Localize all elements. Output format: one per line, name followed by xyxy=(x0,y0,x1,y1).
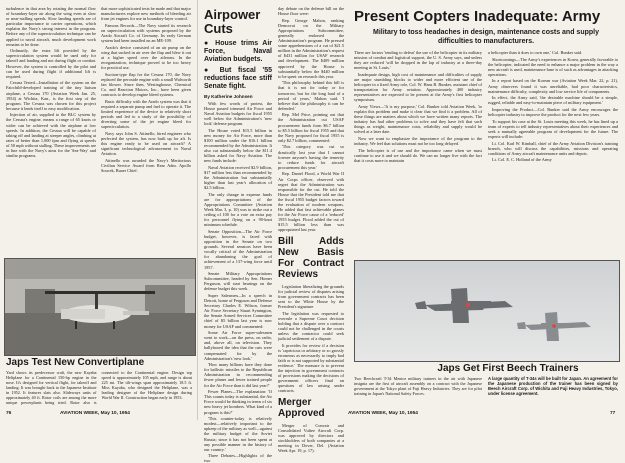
copters-paragraph: a helicopter than it does to own one,' Col. Bunker said. xyxy=(488,50,583,55)
left-paragraph: turbulence in that area by rotating the normal flow of boundary-layer air along the wing even at slow or near-stalling speeds. Slow landing speeds are of particular importance to carrier operations, which explains the Navy's strong interest in the program. Before any of the supercirculation technique can be applied to naval aircraft, much development work remains to be done. xyxy=(6,6,96,47)
airpower-paragraph: With few words of protest, the House passed trimmed Air Force and Naval Aviation budgets for fiscal 1955 well below the Administration's 'new look' defense program. xyxy=(204,100,272,126)
copters-paragraph: In a report based on the Korean war (Aviation Week Mar. 22, p. 21), Army observers found it was unreliable, had poor characteristics, maintenance difficulty, complexity and low service life of components. xyxy=(488,78,618,94)
beech-caption-left: Two Beechcraft T-34 Mentor military trainers in the air with Japanese insignia are the first of aircraft assembly on a contract with the Japanese government at the Tokyo plant of Fuji Heavy Industries. They are for pilot training in Japan's National Safety Forces. xyxy=(354,376,482,396)
left-paragraph: that more sophisticated tests be made and that major manufacturers explore new methods of bleeding air from jet engines for use in boundary-layer control. xyxy=(101,6,191,22)
airpower-paragraph: 'This philosophy behind this bill is that it is not for today or for tomorrow, but for the long haul of a period of years,' Mahon said. 'I believe that the philosophy it can be defended.' xyxy=(278,80,344,111)
left-paragraph: Navy says John S. Attinello, hired engineer who perfected the system, has now built up for aft. Is this engine ready to be used on aircraft? A significant technological advancement in Naval Aviation. xyxy=(101,130,191,157)
copters-headline: Present Copters Inadequate: Army xyxy=(354,8,601,25)
copters-paragraph: Shortcomings—The Army's experiences in Korea, generally favorable to the helicopter, indicated the need to enhance a major problem in the way a new aircraft is used, maintenance base is of such as advantages in attacking operations. xyxy=(488,56,618,77)
copters-deck: Military to toss headaches in design, maintenance costs and supply difficulties to manufacturers. xyxy=(372,29,599,45)
airpower-paragraph: Rep. Mel Price, pointing out that the Administration cut USAF procurement funds from $6.7 billion to $5.5 billion for fiscal 1955 and that the Navy proposed for fiscal 1955 is only $2.7 billion, commented: xyxy=(278,112,344,143)
copters-paragraph: To support his case at the St. Louis meeting this week, he has lined up a team of experts to tell industry representatives about their experiences and seek a mutually agreeable program of development for the future. The experts will include: xyxy=(488,118,618,139)
merger-paragraph: Merger of Convair and Consolidated Vultee Aircraft Corp. was approved by directors and stockholders of both companies at a meeting in Dover, Del. (Aviation Week Apr. 19, p. 17). xyxy=(278,422,344,453)
airpower-paragraph: day debate on the defense bill on the House floor were: xyxy=(278,6,344,17)
left-paragraph: Arado's device consisted of an air pump on the wing that sucked in air over the flap and blew it out at a higher speed over the ailerons. In the reorganization, technique proved to be too heavy for practical use. xyxy=(101,44,191,71)
copters-paragraph: Now we want to emphasize the importance of the program to the industry. We feel that solutions must not be too long delayed. xyxy=(354,136,482,147)
copters-paragraph: Army Views—'It is my purpose,' Col. Bunker told Aviation Week, 'to explain this problem and make it clear that we find it a problem. All of these things are matters about which we have written many reports. The industry has had other problems to solve and they have felt that such things as weight, maintenance costs, reliability and supply would be solved at a later date. xyxy=(354,103,482,135)
copters-paragraph: In effect, the Army said, 'the desirable machine should be a simple, rugged, reliable and easy-to-maintain piece of military equipment.' xyxy=(488,95,618,106)
airpower-paragraph: Rep. George Mahon, ranking Democrat on the Military Appropriations Subcommittee, generally endorsed the Administration's program. He pressed some apprehensions of a cut of $21.5 million in the Administration's request of $431 million for USAF research and development. The $409 million approved by the House is substantially below the $440 million to be spent on research this year. xyxy=(278,17,344,79)
bill-paragraph: It provides for review if a decision is 'capricious or arbitrary or so grossly erroneous as necessarily to imply bad faith or is not supported by substantial evidence.' The measure is to prevent the injection in government contracts of provisions making the decisions of government officers final on questions of law arising under contracts. xyxy=(278,342,344,394)
merger-headline: Merger Approved xyxy=(278,396,325,419)
beech-caption-right: A large quantity of T-34s will be built for Japan. An agreement for the Japanese production of the trainer has been signed by Beech Aircraft Corp. of Wichita and Fuji Heavy Industries, Tokyo, under license agreement. xyxy=(488,376,618,396)
left-paragraph: Famous Records—The Navy started its research on supercirculation with systems proposed by the Arado Aircraft Co. of Germany. Its early German system had been installed on an ME-109. xyxy=(101,22,191,44)
airpower-paragraph: The House voted $15.5 billion in new money for Air Force, more than $100 million under the $16.1 billion recommended by the Administration. It also cut substantially below the $11.4 billion asked for Navy Aviation. The new funds include: xyxy=(204,127,272,164)
convertiplane-caption-title: Japs Test New Convertiplane xyxy=(6,357,145,368)
right-page-footer: AVIATION WEEK, May 10, 1954 xyxy=(348,411,418,416)
left-paragraph: Cessna Tested—Installation of the system on the Fairchild-developed training of the tiny liaison airplane, a Cessna 170 (Aviation Week Jan. 25, 1954) at Wichita, Kan., is the first step of the program. The Cessna was chosen for this project because it lends itself to easy modification. xyxy=(6,80,96,111)
copters-paragraph: Lt. Col. E. C. Holland of the Army xyxy=(492,157,552,163)
beech-trainers-illustration xyxy=(355,261,619,361)
copters-paragraph: Lt. Col. Karl W. Kimball, chief of the Army Aviation Division's training branch, who will discuss the capabilities, missions and operating conditions of Army aircraft maintenance units and depots. xyxy=(488,140,618,156)
airpower-column-1 xyxy=(204,6,272,463)
left-page-footer: AVIATION WEEK, May 10, 1954 xyxy=(60,411,130,416)
airpower-paragraph: Senate Opposition—The Air Force budget, however, is faced with opposition in the Senate on two grounds. Several senators have been vocally critical of the Administration for abandoning the goal of achievement of a 137-wing force until 1957. xyxy=(204,228,272,270)
copters-paragraph: Inadequate design, high cost of maintenance and difficulties of supply are major stumbling blocks to wider and more efficient use of the helicopter in a fixed Army role, Col. W. Hans B. Bunker, assistant chief of transportation for Army aviation. Approximately 400 industry representatives are expected to be present at the Army's first helicopter symposium. xyxy=(354,71,482,103)
airpower-paragraph: Naval Aviation received $2.9 billion, $17 million less than recommended by the Administration but substantially higher than last year's allocation of $2.5 billion. xyxy=(204,164,272,191)
left-article-column-1 xyxy=(6,6,96,256)
copters-paragraph: The helicopter is of use and the importance came when we must continue to use it and we should do. We can no longer live with the fact that it costs more to maintain xyxy=(354,147,482,163)
airpower-bullet: ● House trims Air Force, Naval Aviation budgets. xyxy=(204,40,272,63)
right-page-number: 77 xyxy=(610,411,616,416)
beech-caption-title: Japs Get First Beech Trainers xyxy=(437,363,579,374)
airpower-paragraph: 'This counter-today is relatively modest—relatively important to the upkeep of the military as well—against the military budget of the Soviet Russia; since it has not been spent at any possible manner in the history of our country.' xyxy=(204,416,272,452)
airpower-bullet: ● But fiscal '55 reductions face stiff Senate fight. xyxy=(204,67,272,90)
airpower-bullet-text: But fiscal '55 reductions face stiff Senate fight. xyxy=(204,67,272,90)
airpower-paragraph: Some Air Force super-salesmen went to work—on the press, on radio, and, above all, on television. They ballyhooed the idea that the cuts were compensated for by the Administration's 'new look.' xyxy=(204,330,272,361)
airpower-paragraph: 'How many billions have they done for ballistic missiles to the Republican Administration in recommending fewer planes and fewer trained people for the Air Force than it did last year?' xyxy=(204,362,272,388)
right-page xyxy=(197,0,625,463)
left-paragraph: Basic difficulty with the Arado system was that it required a separate pump and fuel to operate it. The limited experience of the device to relatively short periods and led to a study of the possibility of diverting some of the jet engine bleed for supercirculation. xyxy=(101,98,191,130)
airpower-paragraph: Fewer Planes—The explanation: 'If This counts today is substantial, the Air Force would be thinking in terms of six new heavy jet bombers. What kind of a program is this?' xyxy=(204,389,272,415)
airpower-paragraph: The only change in expense funds are for appropriations of the Appropriations Committee (Aviation Week Mar. 3, p. 10) was to strike out a ceiling of 100 for a vote on extra pay for personnel flying on a 90-knot minimum schedule. xyxy=(204,191,272,228)
left-paragraph: Suction-type flap for the Cessna 170, the Navy replaced the peroxide engine with a small Walworth fan blower. Since then, Westinghouse, Chemical Co. and Reaction Motors, Inc., have been given contracts to develop engine bleed systems. xyxy=(101,71,191,97)
copters-column-1 xyxy=(354,50,482,256)
convertiplane-caption-text: Yard shows its predecessor craft, the new Kayaba Heliplane for a Continental 150-hp engine in the nose. It's designed for vertical flight, for takeoff and landing. It was brought back to the Japanese Institute in 1952. It features slats also. Slideways units of approximately 40 ft. Rotor coils are among the more unique powerplants being tried. Rotor also is connected to the Continental engine. Design top speed is approximately 105 mph, and range is about 225 mi. The tilt-wings span approximately 18.5 ft. Miss Kayaba, who designed the Heliplane, was a leading designer of the Heliplane design during World War II. Construction began early in 1953. xyxy=(6,370,192,405)
copters-column-2 xyxy=(488,50,618,256)
left-paragraph: Injection of air, supplied to the BLC system by the Cessna's engine, means a range of 65 knots or wider can be achieved with the airplane at low speeds. In addition, the Cessna will be capable of taking off and landing at steeper angles, climbing at rates of better than 1,000 fpm and flying at speeds of 50 mph without stalling. These improvements are in line with the Navy's aims for the 'Sea-Way' and similar programs. xyxy=(6,112,96,159)
bill-headline: Bill Adds New Basis For Contract Reviews xyxy=(278,235,344,280)
airpower-bullet-text: House trims Air Force, Naval Aviation budgets. xyxy=(204,40,272,63)
beech-trainers-photo xyxy=(354,260,620,362)
airpower-paragraph: 'This category was cut so drastically last year that I cannot foresee anyone's having the temerity to reduce funds for aircraft procurement this year.' xyxy=(278,144,344,170)
convertiplane-illustration xyxy=(5,259,195,355)
airpower-paragraph: Senate Military Appropriations Subcommittee, headed by Sen. Homer Ferguson, will start hearings on the defense budget this week. xyxy=(204,271,272,292)
airpower-paragraph: Three Debates—Highlights of the two xyxy=(204,453,272,463)
bill-paragraph: Legislation liberalizing the grounds for judicial review of disputes arising from government contracts has been sent to the White House by the President's signature. xyxy=(278,283,344,309)
airpower-headline: Airpower Cuts xyxy=(204,7,261,36)
airpower-byline: By Katherine Johnsen xyxy=(204,94,253,99)
left-paragraph: Attinello was awarded the Navy's Meritorious Civilian Service Award from Rear Adm. Apollo Soucek, Buaer Chief. xyxy=(101,157,191,173)
bill-paragraph: The legislation was requested to overrule a Supreme Court decision holding that a dispute over a contract could not be challenged in the courts unless the contractor could seek judicial settlement of a dispute. xyxy=(278,310,344,341)
left-page-number: 76 xyxy=(6,411,12,416)
airpower-paragraph: Super Salesmen—In a speech in Detroit, home of Ferguson and Defense Secretary Charles E. Wilson, former Air Force Secretary Stuart Symington, the Senate Armed Services Committee chief of $5 billion last year is now money for USAF and commented: xyxy=(204,292,272,329)
airpower-paragraph: Rep. Daniel Flood, a World War II Air Corps officer, observed with regret that the Administration was responsible for the cut. He told the House that the President told me that the fiscal 1955 budget factors toward the evaluation of modern weapons. He added that fast achievable planes for the Air Force cause of a 'reduced' 1955 budget. Flood added the cut of $15.5 billion less than was appropriated last year. xyxy=(278,171,344,233)
convertiplane-photo xyxy=(4,258,196,356)
airpower-column-2 xyxy=(278,6,344,453)
left-page xyxy=(0,0,197,420)
copters-paragraph: There are factors 'tending to defeat' the use of the helicopter in its military mission of combat and logistical support, the U. S. Army says, and unless they are reduced 'will be dropped in the lap of industry at a three-day meeting in St. Louis.' xyxy=(354,50,482,71)
left-article-column-2 xyxy=(101,6,191,256)
left-paragraph: Ordinarily, the extra lift provided by the supercirculation system would be used only for takeoff and landing and not during flight or combat. However, the system is controlled by the pilot and can be used during flight if additional lift is required. xyxy=(6,48,96,79)
copters-paragraph: Improving the Product—Col. Bunker said the Army encourages the helicopter industry to improve the product for the next few years. xyxy=(488,106,618,118)
